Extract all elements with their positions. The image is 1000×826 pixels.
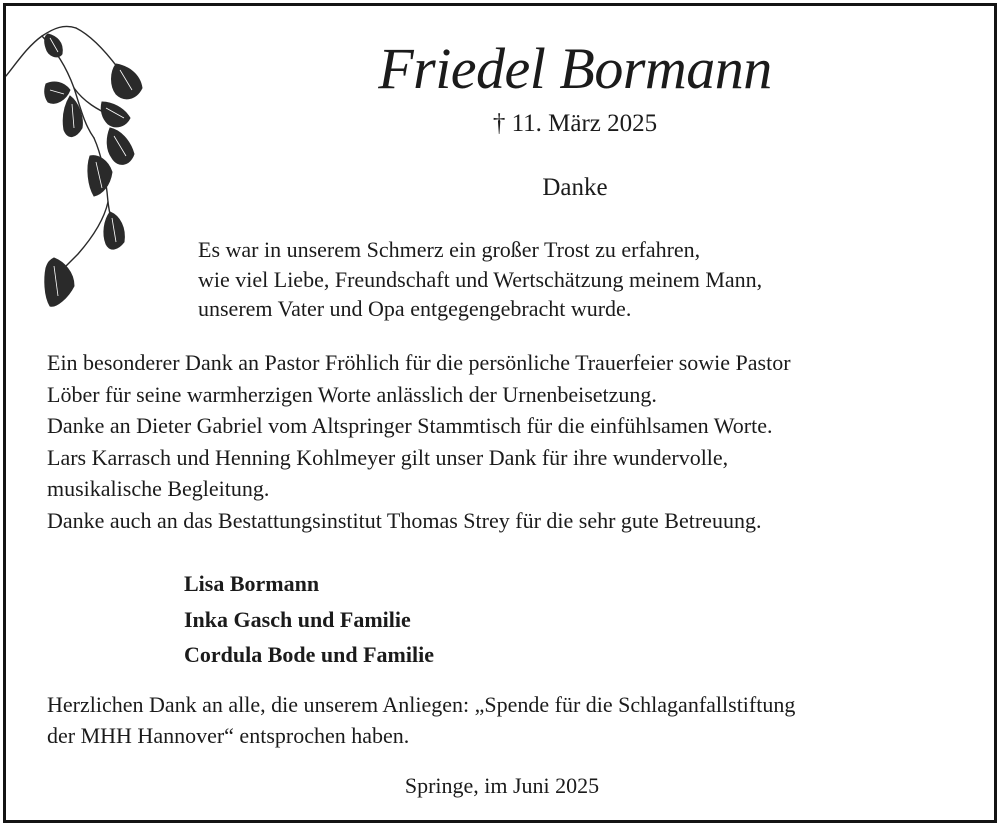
heading-danke: Danke	[542, 174, 608, 201]
thanks-line: Ein besonderer Dank an Pastor Fröhlich für die persönliche Trauerfeier sowie Pastor	[47, 350, 791, 375]
donation-line: Herzlichen Dank an alle, die unserem Anliegen: „Spende für die Schlaganfallstiftung	[47, 692, 796, 717]
thanks-line: Danke an Dieter Gabriel vom Altspringer Stammtisch für die einfühlsamen Worte.	[47, 413, 773, 438]
place-date: Springe, im Juni 2025	[404, 773, 600, 798]
intro-line: Es war in unserem Schmerz ein großer Trost zu erfahren,	[198, 237, 701, 262]
thanks-paragraph	[47, 347, 791, 536]
death-date: † 11. März 2025	[492, 110, 658, 137]
deceased-name: Friedel Bormann	[378, 36, 772, 101]
birch-branch-leaves-icon	[6, 6, 156, 316]
intro-line: unserem Vater und Opa entgegengebracht wurde.	[198, 296, 632, 321]
obituary-card	[3, 3, 997, 823]
thanks-line: musikalische Begleitung.	[47, 476, 270, 501]
signer-name: Lisa Bormann	[184, 571, 320, 596]
intro-line: wie viel Liebe, Freundschaft und Wertschätzung meinem Mann,	[198, 266, 763, 292]
signer-name: Cordula Bode und Familie	[184, 642, 434, 667]
donation-paragraph	[47, 689, 795, 751]
signer-name: Inka Gasch und Familie	[184, 606, 411, 632]
thanks-line: Löber für seine warmherzigen Worte anlässlich der Urnenbeisetzung.	[47, 381, 657, 407]
intro-paragraph	[198, 235, 762, 324]
thanks-line: Lars Karrasch und Henning Kohlmeyer gilt unser Dank für ihre wundervolle,	[47, 444, 729, 470]
donation-line: der MHH Hannover“ entsprochen haben.	[47, 723, 410, 748]
thanks-line: Danke auch an das Bestattungsinstitut Thomas Strey für die sehr gute Betreuung.	[47, 507, 762, 533]
signers-list	[184, 566, 434, 673]
